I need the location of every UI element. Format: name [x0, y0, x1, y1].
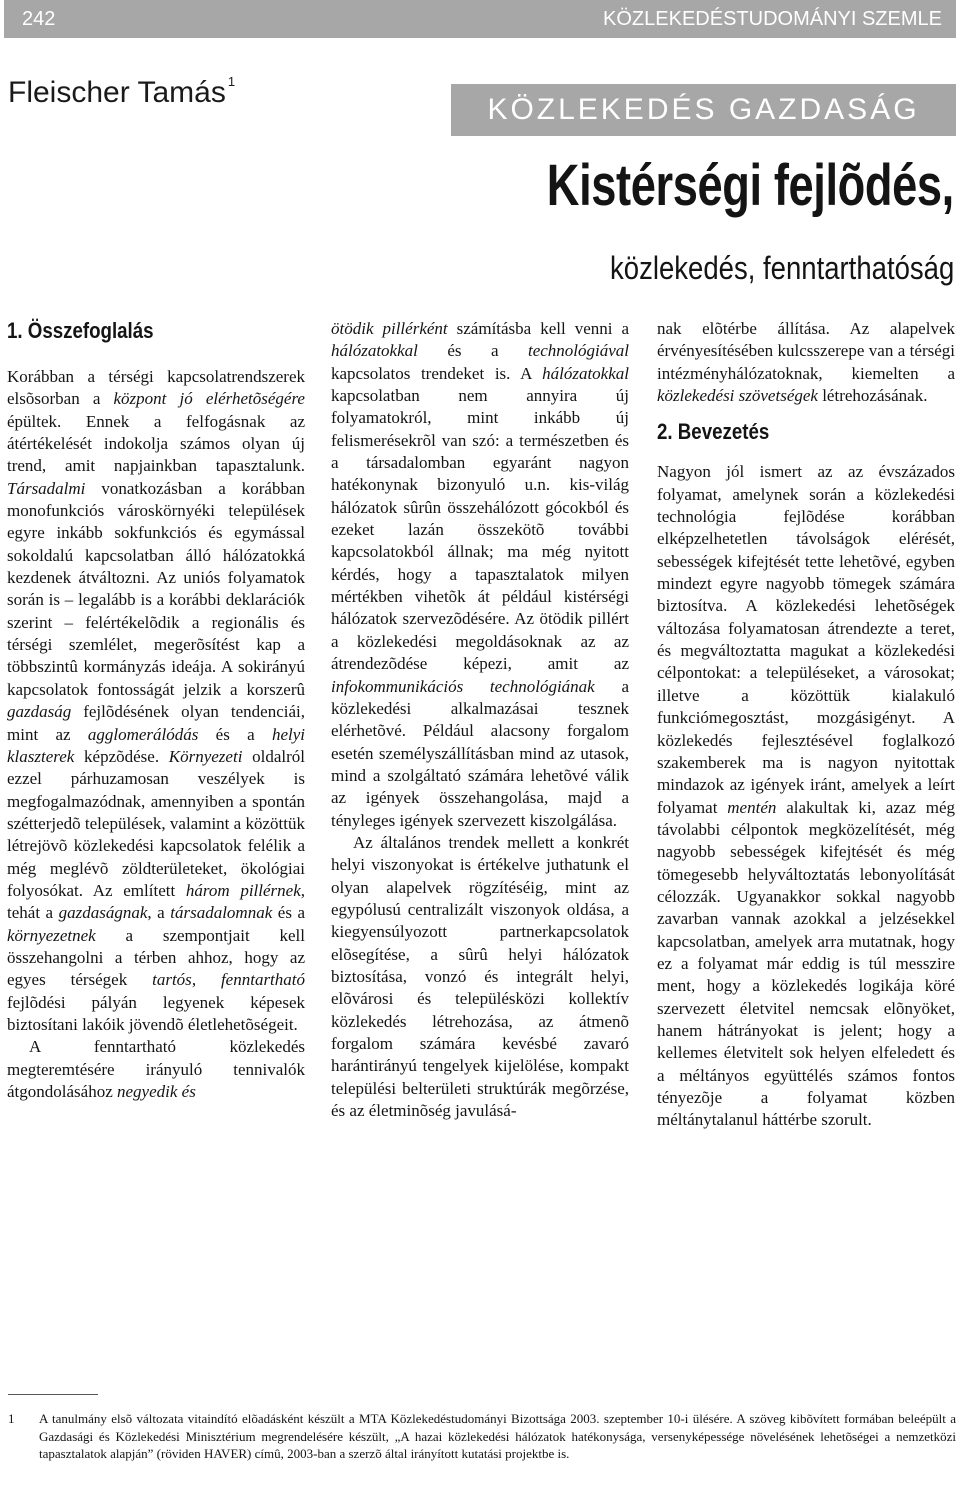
paragraph-continued: [331, 318, 629, 832]
text-column-1: [7, 318, 305, 1103]
italic-run: környezetnek: [7, 925, 96, 945]
paragraph-continued: [657, 318, 955, 407]
text-run: , tehát a: [7, 880, 305, 923]
journal-title: KÖZLEKEDÉSTUDOMÁNYI SZEMLE: [603, 8, 942, 30]
text-run: és a: [272, 903, 305, 923]
text-run: és a: [198, 724, 272, 744]
section-heading-introduction: 2. Bevezetés: [657, 419, 770, 445]
paragraph: [7, 366, 305, 1036]
italic-run: Társadalmi: [7, 478, 86, 498]
paragraph: [7, 1036, 305, 1103]
text-run: A fenntartható közlekedés megteremtésére irányuló tennivalók átgondolásához: [7, 1037, 305, 1101]
text-column-2: [331, 318, 629, 1122]
italic-run: mentén: [727, 797, 777, 817]
italic-run: negyedik és: [117, 1082, 196, 1101]
article-title: Kistérségi fejlõdés,: [546, 153, 954, 218]
text-run: a közlekedési alkalmazásai tesznek elérhetõvé. Például alacsony forgalom esetén személyszállításban mind az utasok, mind a szolgáltató számára lehetõvé válik az igények összehangolása, majd a tényleges igények szervezett kiszolgálása.: [331, 676, 629, 830]
text-run: kapcsolatban nem annyira új folyamatokról, mint inkább új felismerésekrõl van szó: a természetben és a társadalomban egyaránt nagyon hatékonynak bizonyuló u.n. kis-világ hálózatok sûrûn összehálózott gócokból és ezeket lazán összekötõ további kapcsolatokból állnak; ma még nyitott kérdés, hogy a tapasztalatok milyen mértékben vihetõk át például kistérségi hálózatok szervezõdésére. Az ötödik pillért a közlekedési megoldásoknak az az átrendezõdése képezi, amit az: [331, 386, 629, 674]
text-run: ,: [191, 970, 221, 990]
italic-run: agglomerálódás: [87, 724, 199, 744]
italic-run: hálózatokkal: [331, 341, 418, 361]
paragraph: [657, 461, 955, 1131]
italic-run: fenntartható: [220, 970, 306, 990]
author-footnote-mark: 1: [227, 74, 236, 89]
text-run: és a: [417, 341, 528, 361]
text-run: számításba kell venni a: [447, 319, 630, 338]
text-run: alakultak ki, azaz még távolabbi célpontok megközelítését, még nagyobb sebességek kifejtését és még tömegesebb helyváltoztatás lebonyolítását célozzák. Ugyanakkor sokkal nagyobb zavarban vannak azokkal a jelzésekkel kapcsolatban, amelyek arra mutatnak, hogy ez a folyamat már eddig is túl messzire ment, hogy a közlekedés logikája köré szervezett életvitel nemcsak elõnyöket, hanem hátrányokat is jelent; hogy a kellemes életvitelt sok helyen elfeledett és a méltányos együttélés számos fontos tényezõje a folyamat közben méltánytalanul háttérbe szorult.: [657, 797, 956, 1130]
page-number: 242: [22, 8, 56, 30]
text-run: fejlõdési pályán legyenek képesek biztosítani lakóik jövendõ életlehetõségeit.: [7, 992, 305, 1034]
author-name-text: Fleischer Tamás: [8, 76, 226, 109]
text-run: kapcsolatos trendeket is. A: [331, 363, 543, 383]
paragraph: [331, 832, 629, 1122]
italic-run: társadalomnak: [170, 903, 273, 923]
section-heading-summary: 1. Összefoglalás: [7, 318, 154, 343]
italic-run: Környezeti: [168, 746, 243, 766]
text-run: létrehozásának.: [817, 386, 928, 406]
italic-run: hálózatokkal: [542, 363, 629, 383]
italic-run: gazdaság: [7, 702, 72, 722]
section-label: KÖZLEKEDÉS GAZDASÁG: [451, 84, 956, 136]
running-header: [4, 0, 956, 38]
italic-run: technológiával: [527, 341, 629, 361]
text-column-3: [657, 318, 955, 1132]
text-run: Nagyon jól ismert az az évszázados folyamat, amelynek során a közlekedési technológia fejlõdése korábban elképzelhetetlen távolságok elérését, sebességek kifejtését tette lehetõvé, egyben mindezt egyre nagyobb tömegek számára biztosítva. A közlekedési lehetõségek változása folyamatosan átrendezte a teret, és megváltoztatta magukat a közlekedési célpontokat: a településeket, a városokat; illetve a közöttük kialakuló funkciómegosztást, mozgásigényt. A közlekedés fejlesztésével foglalkozó szakemberek ma is nagyon nyitottak mindazok az igények iránt, amelyek a leírt folyamat: [657, 462, 955, 817]
spacer: [657, 407, 955, 417]
text-run: , a: [147, 903, 171, 923]
italic-run: három pillérnek: [185, 880, 301, 900]
italic-run: tartós: [152, 970, 192, 990]
text-run: a szempontjait kell összehangolni a térben ahhoz, hogy az egyes térségek: [7, 925, 305, 990]
italic-run: központ jó elérhetõségére: [113, 389, 305, 409]
italic-run: közlekedési szövetségek: [657, 386, 818, 406]
footnote-divider: [8, 1394, 98, 1395]
text-run: képzõdése.: [74, 746, 169, 766]
footnote-number: 1: [8, 1411, 15, 1426]
text-run: oldalról ezzel párhuzamosan veszélyek is megfogalmazódnak, amennyiben a spontán szétterjedõ települések, valamint a közöttük létrejövõ közlekedési kapcsolatok felélik a még meglévõ zöldterületeket, ökológiai folyosókat. Az említett: [7, 746, 305, 900]
text-run: fejlõdésének olyan tendenciái, mint az: [7, 702, 305, 744]
text-run: Az általános trendek mellett a konkrét helyi viszonyokat is értékelve juthatunk el olyan alapelvek rögzítéséig, mint az egypólusú centralizált viszonyok oldása, a kiegyensúlyozott partnerkapcsolatok elõsegítése, a sûrû helyi hálózatok biztosítása, vonzó és integrált helyi, elõvárosi és településközi kollektív közlekedés létrehozása, az átmenõ forgalom számára kevésbé zavaró harántirányú tengelyek kijelölése, kompakt települési belterületi struktúrák megõrzése, és az életminõség javulásá-: [331, 832, 629, 1121]
text-run: Korábban a térségi kapcsolatrendszerek elsõsorban a: [7, 367, 305, 409]
text-run: nak elõtérbe állítása. Az alapelvek érvényesítésében kulcsszerepe van a térségi intézményhálózatoknak, kiemelten a: [657, 319, 955, 383]
footnote: [8, 1410, 956, 1463]
italic-run: ötödik pillérként: [331, 319, 448, 338]
article-subtitle: közlekedés, fenntarthatóság: [609, 250, 954, 286]
author-name: [8, 74, 235, 110]
text-run: vonatkozásban a korábban monofunkciós városkörnyéki települések egyre inkább sokfunkciós és egymással sokoldalú kapcsolatban álló hálózatokká kezdenek átváltozni. Az uniós folyamatok során is – legalább is a korábbi deklarációk szerint – felértékelõdik a regionális és térségi szemlélet, megerõsítést kap a többszintû kormányzás ideája. A sokirányú kapcsolatok fontosságát jelzik a korszerû: [7, 478, 305, 699]
text-run: épültek. Ennek a felfogásnak az átértékelését indokolja számos olyan új trend, amit napjainkban tapasztalunk.: [7, 411, 305, 476]
italic-run: helyi klaszterek: [7, 724, 305, 766]
italic-run: gazdaságnak: [58, 903, 148, 923]
footnote-text: A tanulmány elsõ változata vitaindító elõadásként készült a MTA Közlekedéstudományi Bizottsága 2003. szeptember 10-i ülésére. A szöveg kibõvített formában beleépült a Gazdasági és Közlekedési Minisztérium megrendelésére készült, „A hazai közlekedési hálózatok hatékonysága, versenyképessége növelésének lehetõségei a nemzetközi tapasztalatok alapján” (röviden HAVER) címû, 2003-ban a szerzõ által irányított kutatási projektbe is.: [39, 1411, 956, 1462]
italic-run: infokommunikációs technológiának: [331, 676, 595, 696]
